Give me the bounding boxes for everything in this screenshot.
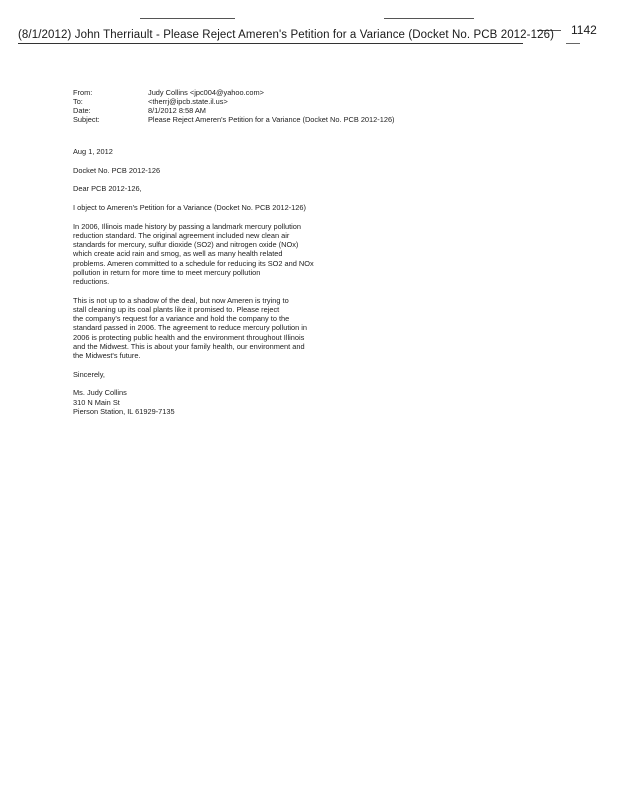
paragraph-line: which create acid rain and smog, as well as many health related xyxy=(73,249,283,259)
paragraph-line: standard passed in 2006. The agreement to reduce mercury pollution in xyxy=(73,323,308,333)
signature-street: 310 N Main St xyxy=(73,397,120,407)
paragraph-line: This is not up to a shadow of the deal, but now Ameren is trying to xyxy=(73,295,289,305)
letter-signature xyxy=(73,388,348,416)
paragraph-line: standards for mercury, sulfur dioxide (SO2) and nitrogen oxide (NOx) xyxy=(73,240,299,250)
subject-value: Please Reject Ameren's Petition for a Variance (Docket No. PCB 2012-126) xyxy=(148,115,395,124)
date-value: 8/1/2012 8:58 AM xyxy=(148,106,206,115)
header-underline xyxy=(18,43,523,44)
corner-mark xyxy=(566,43,580,44)
paragraph-line: problems. Ameren committed to a schedule for reducing its SO2 and NOx xyxy=(73,258,314,268)
paragraph-line: and the Midwest. This is about your family health, our environment and xyxy=(73,341,305,351)
signature-city: Pierson Station, IL 61929-7135 xyxy=(73,406,175,416)
letter-subject-line: I object to Ameren's Petition for a Variance (Docket No. PCB 2012-126) xyxy=(73,203,306,213)
letter-closing: Sincerely, xyxy=(73,369,105,379)
letter-date: Aug 1, 2012 xyxy=(73,147,113,156)
letter-docket: Docket No. PCB 2012-126 xyxy=(73,165,161,175)
paragraph-line: the company's request for a variance and hold the company to the xyxy=(73,314,290,324)
header-rule-middle xyxy=(384,18,474,19)
document-header-title: (8/1/2012) John Therriault - Please Reject Ameren's Petition for a Variance (Docket No. PCB 2012-126) xyxy=(18,29,555,41)
email-from-row xyxy=(73,88,395,97)
header-rule-left xyxy=(140,18,235,19)
paragraph-line: 2006 is protecting public health and the environment throughout Illinois xyxy=(73,332,305,342)
paragraph-line: pollution in return for more time to meet mercury pollution xyxy=(73,267,261,277)
paragraph-line: stall cleaning up its coal plants like it promised to. Please reject xyxy=(73,304,280,314)
letter-paragraph-1 xyxy=(73,222,348,286)
email-subject-row xyxy=(73,115,395,124)
subject-label: Subject: xyxy=(73,115,100,124)
email-date-row xyxy=(73,106,395,115)
page-number: 1142 xyxy=(571,23,597,37)
date-label: Date: xyxy=(73,106,91,115)
to-label: To: xyxy=(73,97,83,106)
email-to-row xyxy=(73,97,395,106)
paragraph-line: reduction standard. The original agreement included new clean air xyxy=(73,231,290,241)
email-metadata xyxy=(73,88,395,124)
from-value: Judy Collins <jpc004@yahoo.com> xyxy=(148,88,264,97)
signature-name: Ms. Judy Collins xyxy=(73,388,127,398)
from-label: From: xyxy=(73,88,93,97)
letter-salutation: Dear PCB 2012-126, xyxy=(73,184,142,194)
letter-body xyxy=(73,147,348,425)
paragraph-line: the Midwest's future. xyxy=(73,350,141,360)
to-value: <therrj@ipcb.state.il.us> xyxy=(148,97,228,106)
paragraph-line: reductions. xyxy=(73,277,110,287)
letter-paragraph-2 xyxy=(73,296,348,360)
paragraph-line: In 2006, Illinois made history by passing a landmark mercury pollution xyxy=(73,221,301,231)
